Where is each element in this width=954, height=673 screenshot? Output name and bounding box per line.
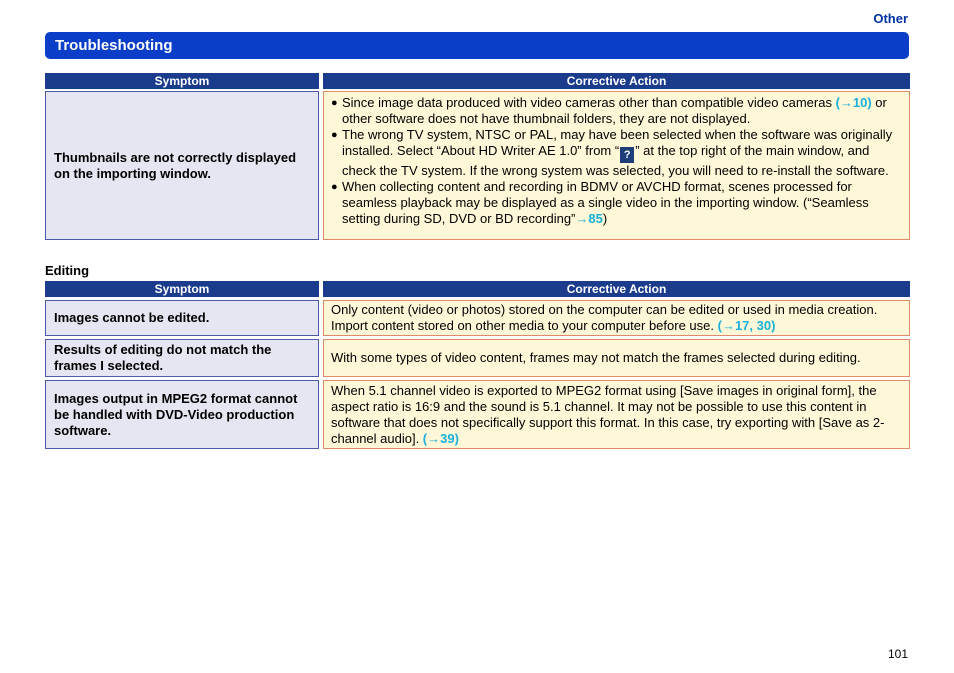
action-cell [323,300,910,336]
symptom-cell [45,91,319,240]
action-body: Only content (video or photos) stored on the computer can be edited or used in media creation. Import content stored on other media to your computer before use. [331,302,878,333]
help-icon: ? [620,147,634,163]
action-text [331,383,902,447]
page-title: Troubleshooting [45,32,909,59]
bullet-text: ” at the top right of the main window, and check the TV system. If the wrong system was selected, you will need to re-install the software. [342,143,889,178]
page-reference-link[interactable]: (→39) [422,430,459,446]
bullet-item [331,95,902,127]
section-label: Other [873,11,908,26]
symptom-cell [45,339,319,377]
symptom-text: Thumbnails are not correctly displayed on the importing window. [54,149,297,181]
bullet-text: When collecting content and recording in BDMV or AVCHD format, scenes processed for seamless playback may be displayed as a single video in the importing window. (“Seamless setting during SD, DVD or BD recording” [342,179,869,226]
action-cell [323,380,910,449]
bullet-text: The wrong TV system, NTSC or PAL, may have been selected when the software was originally installed. Select “About HD Writer AE 1.0” from “ [342,127,893,158]
action-column-header: Corrective Action [323,73,910,89]
symptom-text: Images cannot be edited. [54,310,210,325]
symptom-column-header: Symptom [45,73,319,89]
action-body: When 5.1 channel video is exported to MPEG2 format using [Save images in original form], the aspect ratio is 16:9 and the sound is 5.1 channel. It may not be possible to use this content in software that does not specifically support this format. In this case, try exporting with [Save as 2-channel audio]. [331,382,885,446]
action-text: With some types of video content, frames may not match the frames selected during editing. [331,350,861,365]
bullet-item [331,127,902,179]
page-number: 101 [887,647,908,661]
bullet-text: Since image data produced with video cameras other than compatible video cameras [342,95,836,110]
symptom-text: Images output in MPEG2 format cannot be handled with DVD-Video production software. [54,390,298,438]
symptom-text: Results of editing do not match the frames I selected. [54,342,272,373]
action-column-header: Corrective Action [323,281,910,297]
bullet-item [331,179,902,227]
symptom-cell [45,300,319,336]
action-bullet-list [331,95,902,227]
action-text [331,302,902,334]
bullet-text: or other software does not have thumbnail folders, they are not displayed. [342,95,887,126]
symptom-column-header: Symptom [45,281,319,297]
page-reference-link[interactable]: (→17, 30) [717,318,776,333]
action-cell [323,339,910,377]
section-heading: Editing [45,263,90,278]
page-reference-link[interactable]: →85 [575,211,603,226]
symptom-cell [45,380,319,449]
bullet-text: ) [602,211,608,226]
action-cell [323,91,910,240]
page-reference-link[interactable]: (→10) [835,95,872,110]
